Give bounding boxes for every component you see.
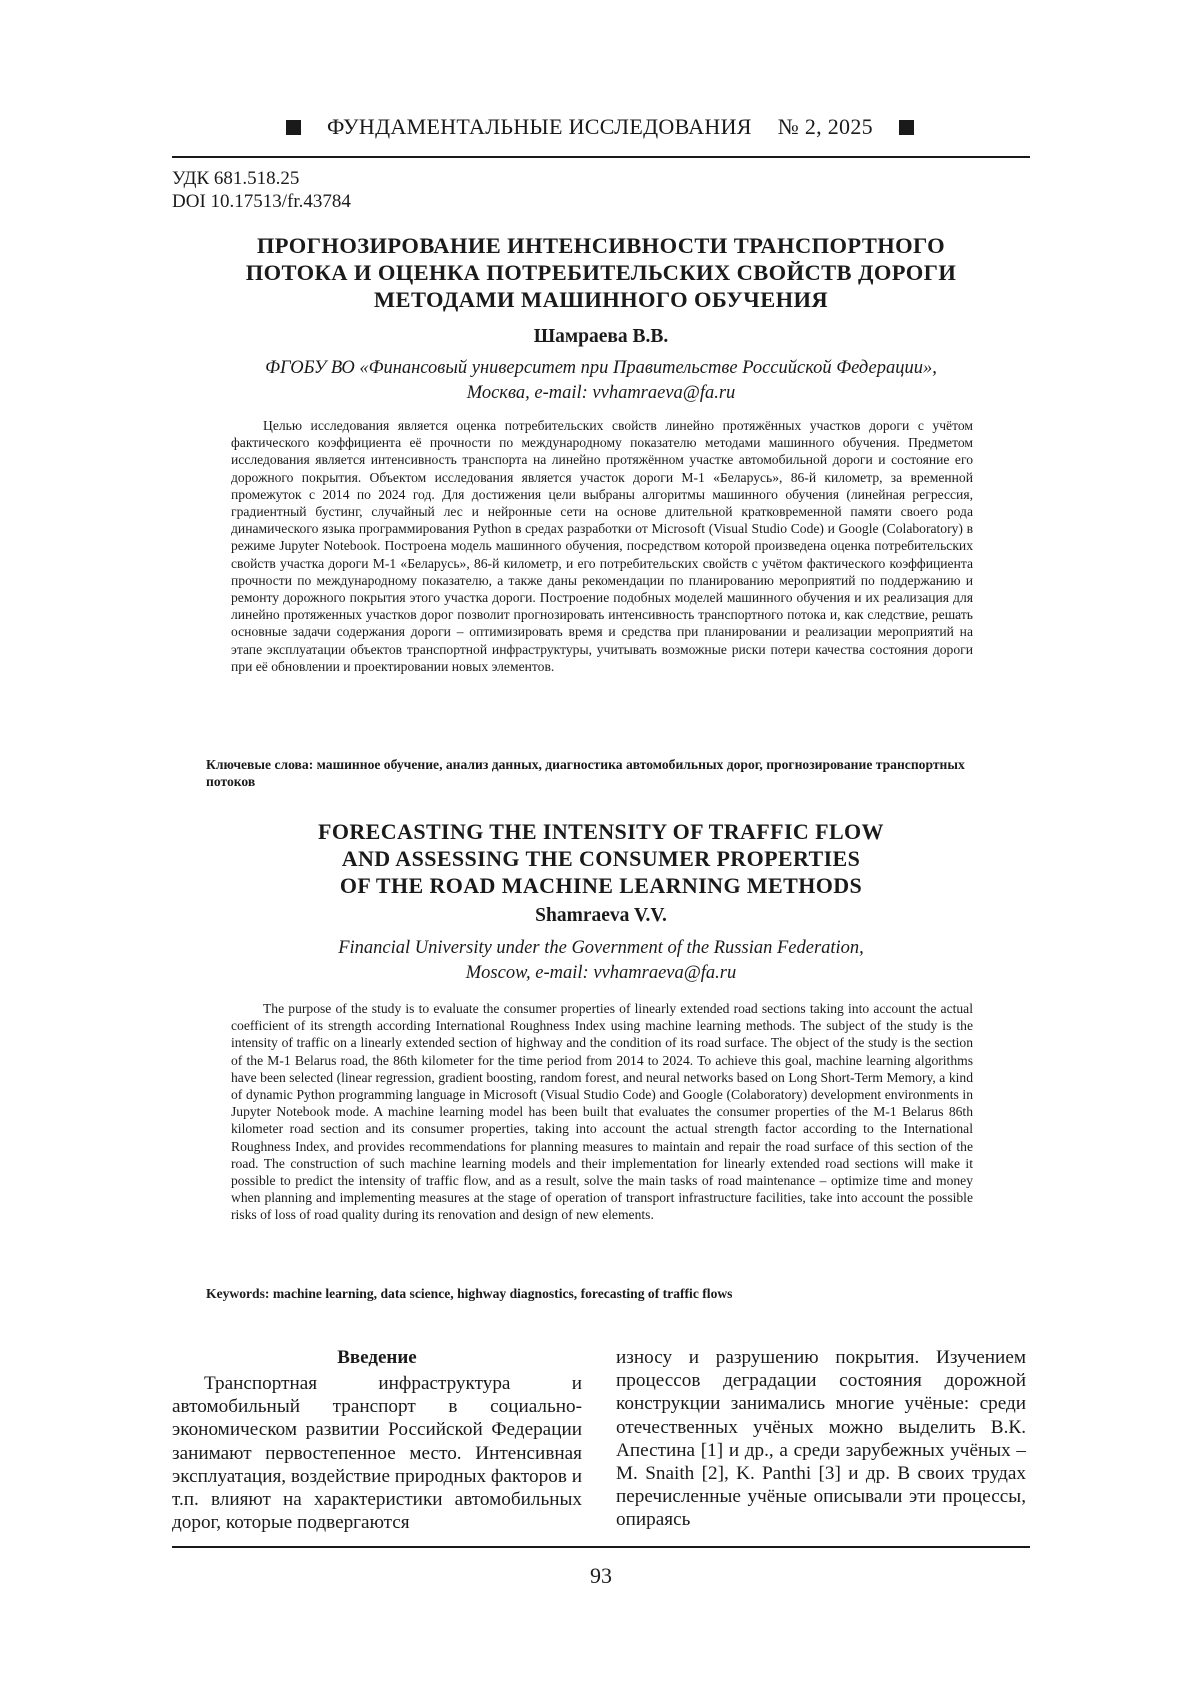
abstract-en: The purpose of the study is to evaluate the consumer properties of linearly extended road sections taking into account the actual coefficient of its strength according International Roughness Index using machine learning methods. The subject of the study is the intensity of traffic on a linearly extended section of highway and the condition of its road surface. The object of the study is the section of the M-1 Belarus road, the 86th kilometer for the time period from 2014 to 2024. To achieve this goal, machine learning algorithms have been selected (linear regression, gradient boosting, random forest, and neural networks based on Long Short-Term Memory, a kind of dynamic Python programming language in Microsoft (Visual Studio Code) and Google (Colaboratory) development environments in Jupyter Notebook mode. A machine learning model has been built that evaluates the consumer properties of the M-1 Belarus 86th kilometer road section and its consumer properties, taking into account the actual strength factor according to the International Roughness Index, and provides recommendations for planning measures to maintain and repair the road surface of this section of the road. The construction of such machine learning models and their implementation for linearly extended road sections will make it possible to predict the intensity of traffic flow, and as a result, solve the main tasks of road maintenance – optimize time and money when planning and implementing measures at the stage of operation of transport infrastructure facilities, take into account the possible risks of loss of road quality during its renovation and design of new elements. xyxy=(231,1001,973,1223)
abstract-ru: Целью исследования является оценка потребительских свойств линейно протяжённых участков дороги с учётом фактического коэффициента её прочности по международному показателю методами машинного обучения. Предметом исследования является интенсивность транспорта на линейно протяжённом участке автомобильной дороги и состояние его дорожного покрытия. Объектом исследования является участок дороги М-1 «Беларусь», 86-й километр, за временной промежуток с 2014 по 2024 год. Для достижения цели выбраны алгоритмы машинного обучения (линейная регрессия, градиентный бустинг, случайный лес и нейронные сети на основе длительной кратковременной памяти своего рода динамического языка программирования Python в средах разработки от Microsoft (Visual Studio Code) и Google (Colaboratory) в режиме Jupyter Notebook. Построена модель машинного обучения, посредством которой произведена оценка потребительских свойств участка дороги М-1 «Беларусь», 86-й километр, и его потребительских свойств с учётом фактического коэффициента прочности по международному показателю, а также даны рекомендации по планированию мероприятий по поддержанию и ремонту дорожного покрытия этого участка дороги. Построение подобных моделей машинного обучения и их реализация для линейно протяженных участков дорог позволит прогнозировать интенсивность транспортного потока и, как следствие, решать основные задачи содержания дороги – оптимизировать время и средства при планировании и реализации мероприятий на этапе эксплуатации объектов транспортной инфраструктуры, учитывать возможные риски потери качества состояния дороги при её обновлении и проектировании новых элементов. xyxy=(231,418,973,674)
journal-name: ФУНДАМЕНТАЛЬНЫЕ ИССЛЕДОВАНИЯ xyxy=(327,114,752,139)
affiliation-ru-line: ФГОБУ ВО «Финансовый университет при Правительстве Российской Федерации», xyxy=(265,358,937,378)
body-column-left xyxy=(172,1346,582,1534)
affiliation-en xyxy=(172,936,1030,986)
keywords-en-label: Keywords: xyxy=(206,1286,270,1301)
affiliation-en-line: Financial University under the Government of the Russian Federation, xyxy=(338,938,864,958)
author-ru: Шамраева В.В. xyxy=(533,326,669,347)
header-divider xyxy=(172,156,1030,158)
title-en-line: OF THE ROAD MACHINE LEARNING METHODS xyxy=(339,873,863,898)
body-column-right xyxy=(616,1346,1026,1532)
author-en: Shamraeva V.V. xyxy=(535,905,667,926)
body-paragraph: износу и разрушению покрытия. Изучением процессов деградации состояния дорожной конструкции занимались многие учёные: среди отечественных учёных можно выделить В.К. Апестина [1] и др., а среди зарубежных учёных – M. Snaith [2], K. Panthi [3] и др. В своих трудах перечисленные учёные описывали эти процессы, опираясь xyxy=(616,1347,1026,1531)
article-title-en xyxy=(172,818,1030,899)
keywords-en-value: machine learning, data science, highway diagnostics, forecasting of traffic flows xyxy=(272,1286,733,1301)
title-ru-line: ПРОГНОЗИРОВАНИЕ ИНТЕНСИВНОСТИ ТРАНСПОРТНОГО xyxy=(256,233,946,258)
affiliation-ru-line: Москва, e-mail: vvhamraeva@fa.ru xyxy=(466,383,736,403)
keywords-ru-value: машинное обучение, анализ данных, диагностика автомобильных дорог, прогнозирование транспортных потоков xyxy=(206,757,965,789)
title-ru-line: МЕТОДАМИ МАШИННОГО ОБУЧЕНИЯ xyxy=(373,287,829,312)
keywords-en xyxy=(206,1285,1006,1302)
section-heading-introduction: Введение xyxy=(337,1347,417,1368)
running-header xyxy=(170,110,1030,144)
identifiers-block xyxy=(172,167,351,213)
journal-issue: № 2, 2025 xyxy=(777,114,873,139)
affiliation-ru xyxy=(172,356,1030,406)
title-en-line: AND ASSESSING THE CONSUMER PROPERTIES xyxy=(341,846,861,871)
keywords-ru-label: Ключевые слова: xyxy=(206,757,314,772)
page-number: 93 xyxy=(590,1563,612,1588)
title-en-line: FORECASTING THE INTENSITY OF TRAFFIC FLOW xyxy=(318,819,884,844)
affiliation-en-line: Moscow, e-mail: vvhamraeva@fa.ru xyxy=(465,963,737,983)
udk-code: УДК 681.518.25 xyxy=(172,168,300,189)
square-bullet-icon xyxy=(899,120,914,135)
title-ru-line: ПОТОКА И ОЦЕНКА ПОТРЕБИТЕЛЬСКИХ СВОЙСТВ ДОРОГИ xyxy=(245,260,957,285)
footer-divider xyxy=(172,1546,1030,1548)
article-title-ru xyxy=(172,232,1030,313)
body-paragraph: Транспортная инфраструктура и автомобильный транспорт в социально-экономическом развитии Российской Федерации занимают первостепенное место. Интенсивная эксплуатация, воздействие природных факторов и т.п. влияют на характеристики автомобильных дорог, которые подвергаются xyxy=(172,1373,582,1534)
doi-code: DOI 10.17513/fr.43784 xyxy=(172,191,351,212)
keywords-ru xyxy=(206,756,1006,790)
square-bullet-icon xyxy=(286,120,301,135)
